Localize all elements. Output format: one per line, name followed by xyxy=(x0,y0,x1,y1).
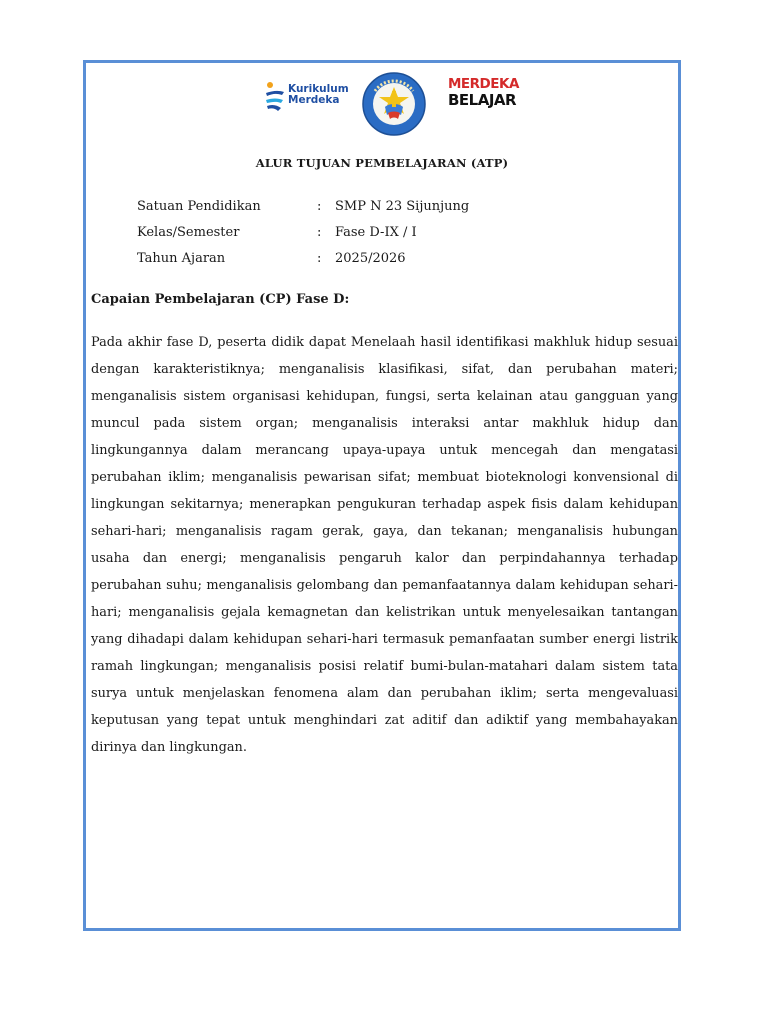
tut-wuri-handayani-emblem xyxy=(361,71,427,137)
meta-separator: : xyxy=(317,198,322,214)
document-frame xyxy=(83,60,681,931)
merdeka-label: Merdeka xyxy=(288,94,340,106)
header-logos xyxy=(86,71,678,141)
meta-value: 2025/2026 xyxy=(335,250,406,266)
document-title: ALUR TUJUAN PEMBELAJARAN (ATP) xyxy=(255,156,509,170)
meta-value: Fase D-IX / I xyxy=(335,224,417,240)
kurikulum-merdeka-logo xyxy=(264,81,349,117)
belajar-word: BELAJAR xyxy=(448,91,517,109)
section-heading: Capaian Pembelajaran (CP) Fase D: xyxy=(91,292,350,307)
meta-label: Kelas/Semester xyxy=(137,224,240,240)
meta-separator: : xyxy=(317,224,322,240)
merdeka-belajar-logo xyxy=(448,77,518,117)
identity-table xyxy=(137,193,469,271)
meta-separator: : xyxy=(317,250,322,266)
meta-row-kelas-semester xyxy=(137,219,469,245)
meta-row-tahun-ajaran xyxy=(137,245,469,271)
tut-wuri-handayani-icon xyxy=(361,71,427,137)
meta-row-satuan-pendidikan xyxy=(137,193,469,219)
meta-label: Tahun Ajaran xyxy=(137,250,226,266)
kurikulum-merdeka-symbol-icon xyxy=(264,81,286,115)
meta-value: SMP N 23 Sijunjung xyxy=(335,198,470,214)
merdeka-word: MERDEKA xyxy=(448,76,519,92)
cp-paragraph: Pada akhir fase D, peserta didik dapat Menelaah hasil identifikasi makhluk hidup sesuai dengan karakteristiknya; menganalisis klasifikasi, sifat, dan perubahan materi; menganalisis sistem organisasi kehidupan, fungsi, serta kelainan atau gangguan yang muncul pada sistem organ; menganalisis interaksi antar makhluk hidup dan lingkungannya dalam merancang upaya-upaya untuk mencegah dan mengatasi perubahan iklim; menganalisis pewarisan sifat; membuat bioteknologi konvensional di lingkungan sekitarnya; menerapkan pengukuran terhadap aspek fisis dalam kehidupan sehari-hari; menganalisis ragam gerak, gaya, dan tekanan; menganalisis hubungan usaha dan energi; menganalisis pengaruh kalor dan perpindahannya terhadap perubahan suhu; menganalisis gelombang dan pemanfaatannya dalam kehidupan sehari-hari; menganalisis gejala kemagnetan dan kelistrikan untuk menyelesaikan tantangan yang dihadapi dalam kehidupan sehari-hari termasuk pemanfaatan sumber energi listrik ramah lingkungan; menganalisis posisi relatif bumi-bulan-matahari dalam sistem tata surya untuk menjelaskan fenomena alam dan perubahan iklim; serta mengevaluasi keputusan yang tepat untuk menghindari zat aditif dan adiktif yang membahayakan dirinya dan lingkungan. xyxy=(91,335,678,755)
kurikulum-label: Kurikulum xyxy=(288,83,349,95)
kurikulum-merdeka-wordmark xyxy=(288,84,349,106)
meta-label: Satuan Pendidikan xyxy=(137,198,261,214)
